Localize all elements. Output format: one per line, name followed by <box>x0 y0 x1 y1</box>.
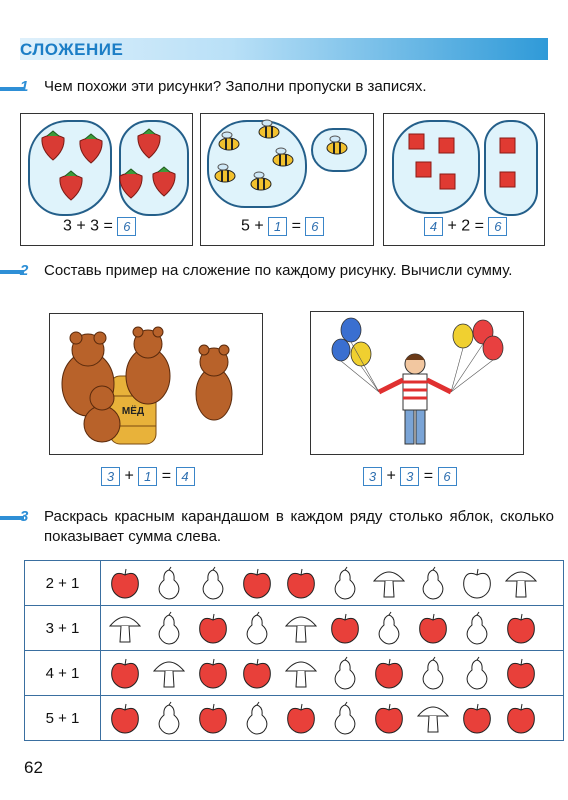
apple-red-icon[interactable] <box>107 709 151 726</box>
task-1-number: 1 <box>20 78 29 95</box>
answer-box[interactable]: 1 <box>138 467 157 486</box>
red-square-icon <box>409 134 515 189</box>
answer-box[interactable]: 6 <box>117 217 136 236</box>
task-3-text: Раскрась красным карандашом в каждом ряду столько яблок, сколько показывает сумма слева. <box>44 508 554 545</box>
boy-picture <box>310 311 524 455</box>
row-sum-label: 4 + 1 <box>25 651 101 696</box>
table-row <box>25 606 564 651</box>
bee-icon <box>215 120 347 190</box>
pear-icon[interactable] <box>415 664 459 681</box>
apple-red-icon[interactable] <box>195 619 239 636</box>
mushroom-icon[interactable] <box>283 619 327 636</box>
page-number: 62 <box>24 758 43 777</box>
pear-icon[interactable] <box>239 709 283 726</box>
pear-icon[interactable] <box>151 574 195 591</box>
bears-picture <box>49 313 263 455</box>
apple-red-icon[interactable] <box>415 619 459 636</box>
page-title: СЛОЖЕНИЕ <box>20 40 124 59</box>
apple-red-icon[interactable] <box>371 709 415 726</box>
answer-box[interactable]: 3 <box>363 467 382 486</box>
answer-box[interactable]: 3 <box>400 467 419 486</box>
task-2-text: Составь пример на сложение по каждому рисунку. Вычисли сумму. <box>44 262 513 279</box>
row-items <box>101 561 564 606</box>
row-items <box>101 696 564 741</box>
task-3-number: 3 <box>20 508 29 525</box>
apple-red-icon[interactable] <box>459 709 503 726</box>
row-sum-label: 5 + 1 <box>25 696 101 741</box>
answer-box[interactable]: 6 <box>488 217 507 236</box>
pear-icon[interactable] <box>371 619 415 636</box>
square-box <box>383 113 545 246</box>
boy-balloons-illustration <box>311 312 523 454</box>
answer-box[interactable]: 4 <box>424 217 443 236</box>
bee-box <box>200 113 374 246</box>
task-1-text: Чем похожи эти рисунки? Заполни пропуски в записях. <box>44 78 427 95</box>
row-sum-label: 2 + 1 <box>25 561 101 606</box>
answer-box[interactable]: 6 <box>305 217 324 236</box>
apple-red-icon[interactable] <box>283 709 327 726</box>
equation-bears: 3 + 1 = 4 <box>101 467 195 486</box>
apple-table <box>24 560 564 741</box>
pear-icon[interactable] <box>195 574 239 591</box>
table-row <box>25 651 564 696</box>
pear-icon[interactable] <box>327 664 371 681</box>
table-row <box>25 696 564 741</box>
apple-red-icon[interactable] <box>503 664 547 681</box>
equation-boy: 3 + 3 = 6 <box>363 467 457 486</box>
pear-icon[interactable] <box>327 574 371 591</box>
apple-red-icon[interactable] <box>503 709 547 726</box>
pear-icon[interactable] <box>151 709 195 726</box>
pear-icon[interactable] <box>239 619 283 636</box>
equation-1: 3 + 3 = 6 <box>63 217 136 236</box>
strawberry-box <box>20 113 193 246</box>
apple-red-icon[interactable] <box>195 664 239 681</box>
squares-picture <box>384 114 544 214</box>
row-items <box>101 651 564 696</box>
apple-red-icon[interactable] <box>107 664 151 681</box>
answer-box[interactable]: 1 <box>268 217 287 236</box>
answer-box[interactable]: 4 <box>176 467 195 486</box>
apple-red-icon[interactable] <box>283 574 327 591</box>
mushroom-icon[interactable] <box>503 574 547 591</box>
boy-icon <box>379 354 451 444</box>
apple-red-icon[interactable] <box>107 574 151 591</box>
pear-icon[interactable] <box>459 664 503 681</box>
apple-red-icon[interactable] <box>195 709 239 726</box>
barrel-label: МЁД <box>121 406 145 417</box>
apple-icon[interactable] <box>459 574 503 591</box>
pear-icon[interactable] <box>459 619 503 636</box>
mushroom-icon[interactable] <box>371 574 415 591</box>
row-sum-label: 3 + 1 <box>25 606 101 651</box>
strawberry-icon <box>42 129 175 200</box>
answer-box[interactable]: 6 <box>438 467 457 486</box>
apple-red-icon[interactable] <box>371 664 415 681</box>
task-2-number: 2 <box>20 262 29 279</box>
mushroom-icon[interactable] <box>107 619 151 636</box>
mushroom-icon[interactable] <box>151 664 195 681</box>
mushroom-icon[interactable] <box>415 709 459 726</box>
answer-box[interactable]: 3 <box>101 467 120 486</box>
equation-3: 4 + 2 = 6 <box>424 217 507 236</box>
apple-red-icon[interactable] <box>239 664 283 681</box>
strawberries-picture <box>21 114 192 214</box>
pear-icon[interactable] <box>327 709 371 726</box>
apple-red-icon[interactable] <box>503 619 547 636</box>
table-row <box>25 561 564 606</box>
equation-2: 5 + 1 = 6 <box>241 217 324 236</box>
row-items <box>101 606 564 651</box>
pear-icon[interactable] <box>151 619 195 636</box>
apple-red-icon[interactable] <box>239 574 283 591</box>
mushroom-icon[interactable] <box>283 664 327 681</box>
bees-picture <box>201 114 373 214</box>
bears-honey-illustration <box>50 314 262 454</box>
apple-red-icon[interactable] <box>327 619 371 636</box>
pear-icon[interactable] <box>415 574 459 591</box>
